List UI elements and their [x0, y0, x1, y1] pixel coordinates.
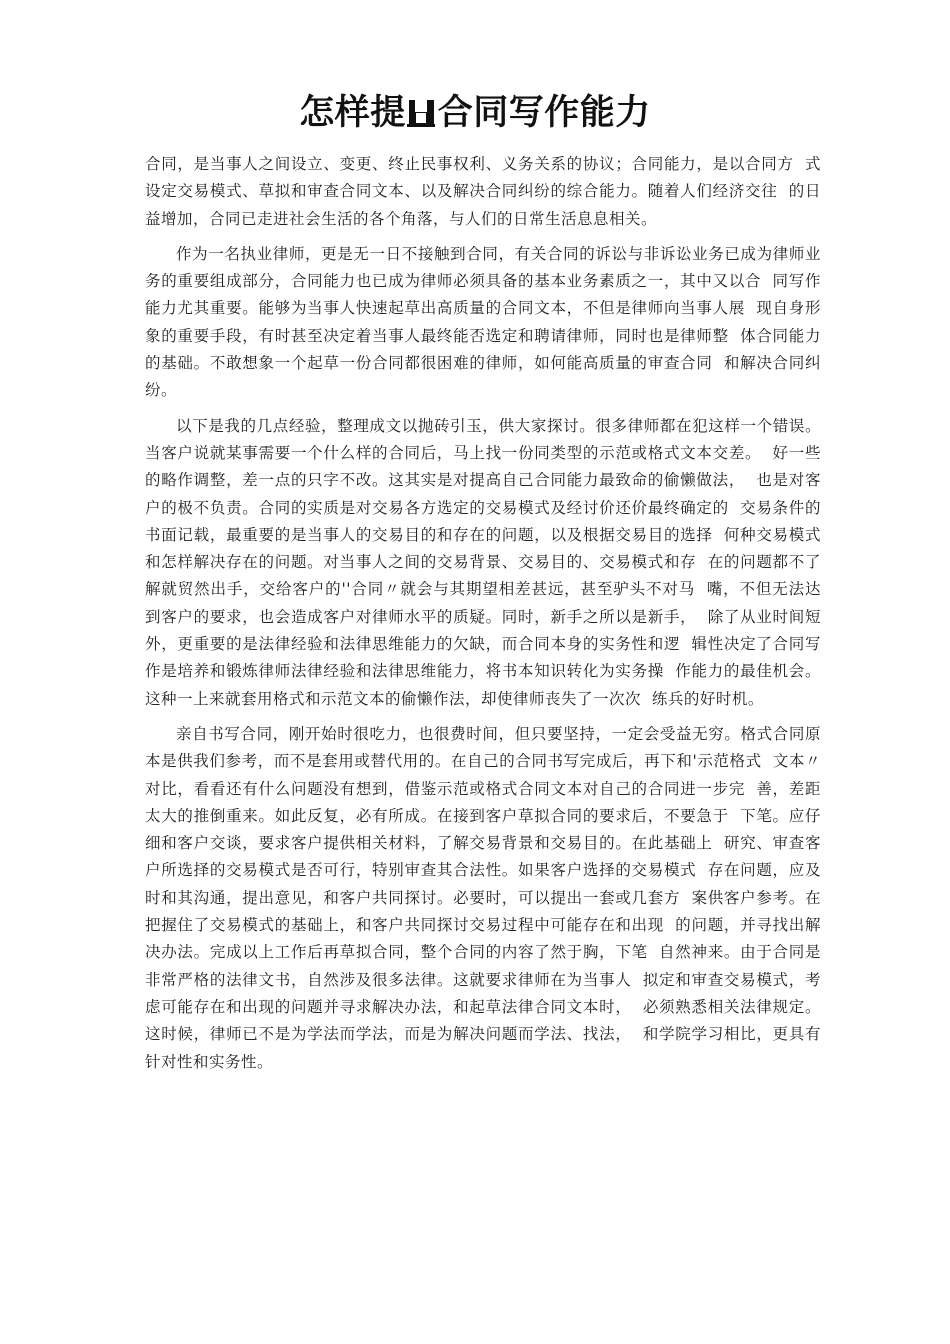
paragraph-drafting: 亲自书写合同，刚开始时很吃力，也很费时间，但只要坚持，一定会受益无穷。格式合同原本是供我们参考，而不是套用或替代用的。在自己的合同书写完成后，再下和'示范格式 文本〃对比，看看还有什么问题没有想到，借鉴示范或格式合同文本对自己的合同进一步完 善，差距太大的推倒重来。如此反复，必有所成。在接到客户草拟合同的要求后，不要急于 下笔。应仔细和客户交谈，要求客户提供相关材料，了解交易背景和交易目的。在此基础上 研究、审查客户所选择的交易模式是否可行，特别审查其合法性。如果客户选择的交易模式 存在问题，应及时和其沟通，提出意见，和客户共同探讨。必要时，可以提出一套或几套方 案供客户参考。在把握住了交易模式的基础上，和客户共同探讨交易过程中可能存在和出现 的问题，并寻找出解决办法。完成以上工作后再草拟合同，整个合同的内容了然于胸，下笔 自然神来。由于合同是非常严格的法律文书，自然涉及很多法律。这就要求律师在为当事人 拟定和审查交易模式，考虑可能存在和出现的问题并寻求解决办法，和起草法律合同文本时， 必须熟悉相关法律规定。这时候，律师已不是为学法而学法，而是为解决问题而学法、找法， 和学院学习相比，更具有针对性和实务性。 [145, 724, 821, 1071]
paragraph-lawyer-role: 作为一名执业律师，更是无一日不接触到合同，有关合同的诉讼与非诉讼业务已成为律师业务的重要组成部分，合同能力也已成为律师必须具备的基本业务素质之一，其中又以合 同写作能力尤其重要。能够为当事人快速起草出高质量的合同文本，不但是律师向当事人展 现自身形象的重要手段，有时甚至决定着当事人最终能否选定和聘请律师，同时也是律师整 体合同能力的基础。不敢想象一个起草一份合同都很困难的律师，如何能高质量的审查合同 和解决合同纠纷。 [145, 244, 821, 400]
paragraph-intro: 合同，是当事人之间设立、变更、终止民事权利、义务关系的协议；合同能力，是以合同方 式设定交易模式、草拟和审查合同文本、以及解决合同纠纷的综合能力。随着人们经济交往 的日益增加，合同已走进社会生活的各个角落，与人们的日常生活息息相关。 [145, 155, 821, 228]
title-text-start: 怎样提 [299, 93, 406, 133]
document-title [0, 86, 950, 140]
paragraph-experience: 以下是我的几点经验，整理成文以抛砖引玉，供大家探讨。很多律师都在犯这样一个错误。当客户说就某事需要一个什么样的合同后，马上找一份同类型的示范或格式文本交差。 好一些的略作调整，差一点的只字不改。这其实是对提高自己合同能力最致命的偷懒做法， 也是对客户的极不负责。合同的实质是对交易各方选定的交易模式及经讨价还价最终确定的 交易条件的书面记载，最重要的是当事人的交易目的和存在的问题，以及根据交易目的选择 何种交易模式和怎样解决存在的问题。对当事人之间的交易背景、交易目的、交易模式和存 在的问题都不了解就贸然出手，交给客户的''合同〃就会与其期望相差甚远，甚至驴头不对马 嘴，不但无法达到客户的要求，也会造成客户对律师水平的质疑。同时，新手之所以是新手， 除了从业时间短外，更重要的是法律经验和法律思维能力的欠缺，而合同本身的实务性和逻 辑性决定了合同写作是培养和锻炼律师法律经验和法律思维能力，将书本知识转化为实务操 作能力的最佳机会。这种一上来就套用格式和示范文本的偷懒作法，却使律师丧失了一次次 练兵的好时机。 [145, 416, 821, 708]
garbled-glyph-icon [407, 94, 437, 128]
title-text-end: 合同写作能力 [437, 93, 651, 133]
document-body [145, 151, 821, 1084]
